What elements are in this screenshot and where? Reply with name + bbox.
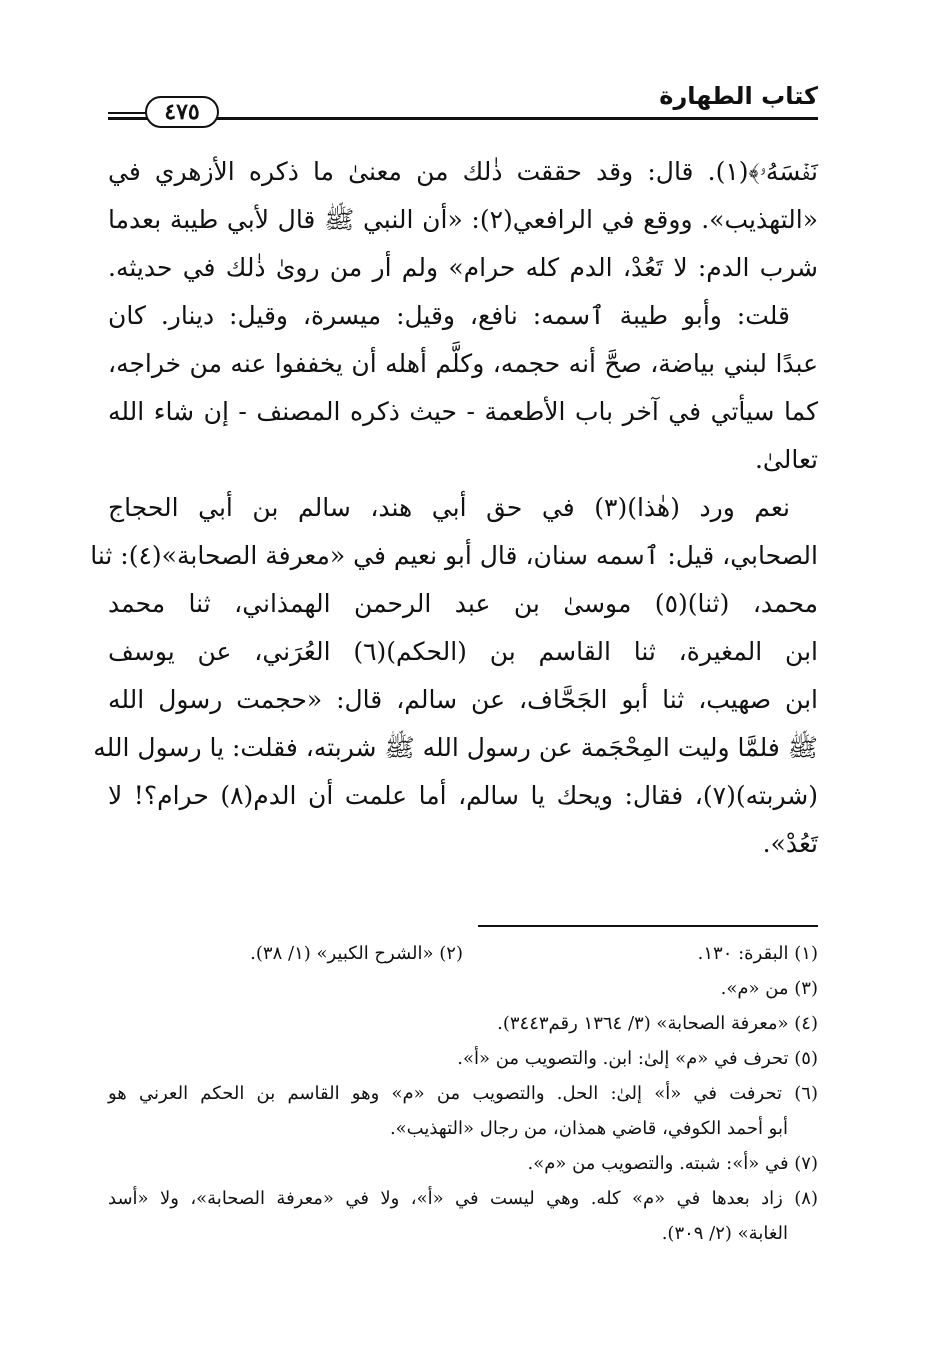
running-header-title: كتاب الطهارة <box>659 82 818 110</box>
footnote-5: (٥) تحرف في «م» إلىٰ: ابن. والتصويب من «أ». <box>457 1048 818 1069</box>
text-line: تعالىٰ. <box>754 445 818 474</box>
footnote-row <box>108 936 818 971</box>
text-line: ﷺ فلمَّا وليت المِحْجَمة عن رسول الله ﷺ شربته، فقلت: يا رسول الله <box>93 733 818 762</box>
text-line: كما سيأتي في آخر باب الأطعمة - حيث ذكره المصنف - إن شاء الله <box>108 397 818 426</box>
footnote-2: (٢) «الشرح الكبير» (١/ ٣٨). <box>250 943 463 964</box>
text-line: «التهذيب». ووقع في الرافعي(٢): «أن النبي ﷺ قال لأبي طيبة بعدما <box>108 205 819 234</box>
header-rule-left-accent <box>108 112 148 114</box>
footnote-8-continued: الغابة» (٢/ ٣٠٩). <box>661 1223 788 1244</box>
footnote-6-continued: أبو أحمد الكوفي، قاضي همذان، من رجال «التهذيب». <box>389 1118 788 1139</box>
footnote-1: (١) البقرة: ١٣٠. <box>697 943 818 964</box>
text-line: قلت: وأبو طيبة ٱسمه: نافع، وقيل: ميسرة، وقيل: دينار. كان <box>108 301 790 330</box>
text-line: نعم ورد (هٰذا)(٣) في حق أبي هند، سالم بن أبي الحجاج <box>108 493 790 522</box>
text-line: عبدًا لبني بياضة، صحَّ أنه حجمه، وكلَّم أهله أن يخففوا عنه من خراجه، <box>108 349 818 378</box>
footnote-4: (٤) «معرفة الصحابة» (٣/ ١٣٦٤ رقم٣٤٤٣). <box>497 1013 818 1034</box>
text-line: ابن صهيب، ثنا أبو الجَحَّاف، عن سالم، قال: «حجمت رسول الله <box>108 685 818 714</box>
main-text <box>90 148 819 868</box>
footnote-8: (٨) زاد بعدها في «م» كله. وهي ليست في «أ»، ولا في «معرفة الصحابة»، ولا «أسد <box>108 1188 818 1209</box>
text-line: ابن المغيرة، ثنا القاسم بن (الحكم)(٦) العُرَني، عن يوسف <box>108 637 818 666</box>
text-line: الصحابي، قيل: ٱسمه سنان، قال أبو نعيم في «معرفة الصحابة»(٤): ثنا <box>90 541 818 570</box>
footnotes <box>108 936 818 1251</box>
text-line: نَفۡسَهُۥ﴾(١). قال: وقد حققت ذٰلك من معنىٰ ما ذكره الأزهري في <box>108 157 818 186</box>
page-number-badge <box>145 96 219 128</box>
text-line: تَعُدْ». <box>762 829 818 858</box>
footnote-separator <box>478 925 818 927</box>
footnote-7: (٧) في «أ»: شبته. والتصويب من «م». <box>527 1153 818 1174</box>
footnote-6: (٦) تحرفت في «أ» إلىٰ: الحل. والتصويب من «م» وهو القاسم بن الحكم العرني هو <box>108 1083 818 1104</box>
footnote-3: (٣) من «م». <box>720 978 818 999</box>
text-line: شرب الدم: لا تَعُدْ، الدم كله حرام» ولم أر من روىٰ ذٰلك في حديثه. <box>108 253 818 282</box>
text-line: محمد، (ثنا)(٥) موسىٰ بن عبد الرحمن الهمذاني، ثنا محمد <box>108 589 819 618</box>
text-line: (شربته)(٧)، فقال: ويحك يا سالم، أما علمت أن الدم(٨) حرام؟! لا <box>108 781 818 810</box>
page-number: ٤٧٥ <box>164 99 200 125</box>
